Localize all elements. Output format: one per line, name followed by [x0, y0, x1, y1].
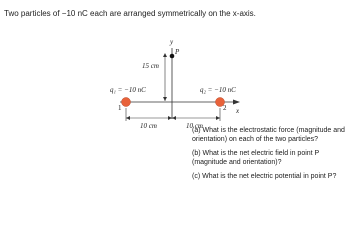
charge-1	[122, 98, 131, 107]
height-label: 15 cm	[142, 62, 159, 70]
q2-number: 2	[223, 104, 227, 112]
q1-number: 1	[118, 104, 122, 112]
y-axis-label: y	[170, 38, 174, 46]
q1-label: q₁ = −10 nC	[110, 86, 146, 94]
distance-arrow-mid-right	[172, 116, 176, 120]
distance-arrow-right	[216, 116, 220, 120]
question-a: (a) What is the electrostatic force (magnitude and orientation) on each of the two particles?	[192, 127, 345, 143]
point-p-label: P	[175, 48, 180, 56]
q2-label: q₂ = −10 nC	[200, 86, 236, 94]
question-list	[192, 126, 346, 186]
distance-arrow-mid-left	[168, 116, 172, 120]
right-distance-label: 10 cm	[186, 122, 203, 130]
distance-arrow-left	[126, 116, 130, 120]
x-axis-label: x	[236, 107, 240, 115]
left-distance-label: 10 cm	[140, 122, 157, 130]
height-arrow-bottom	[163, 97, 167, 101]
question-b: (b) What is the net electric field in point P (magnitude and orientation)?	[192, 150, 320, 166]
height-arrow-top	[163, 53, 167, 57]
point-p	[170, 54, 175, 59]
x-axis-arrow	[233, 100, 240, 105]
problem-statement: Two particles of −10 nC each are arranged symmetrically on the x-axis.	[4, 9, 256, 18]
question-c: (c) What is the net electric potential in point P?	[192, 173, 337, 180]
